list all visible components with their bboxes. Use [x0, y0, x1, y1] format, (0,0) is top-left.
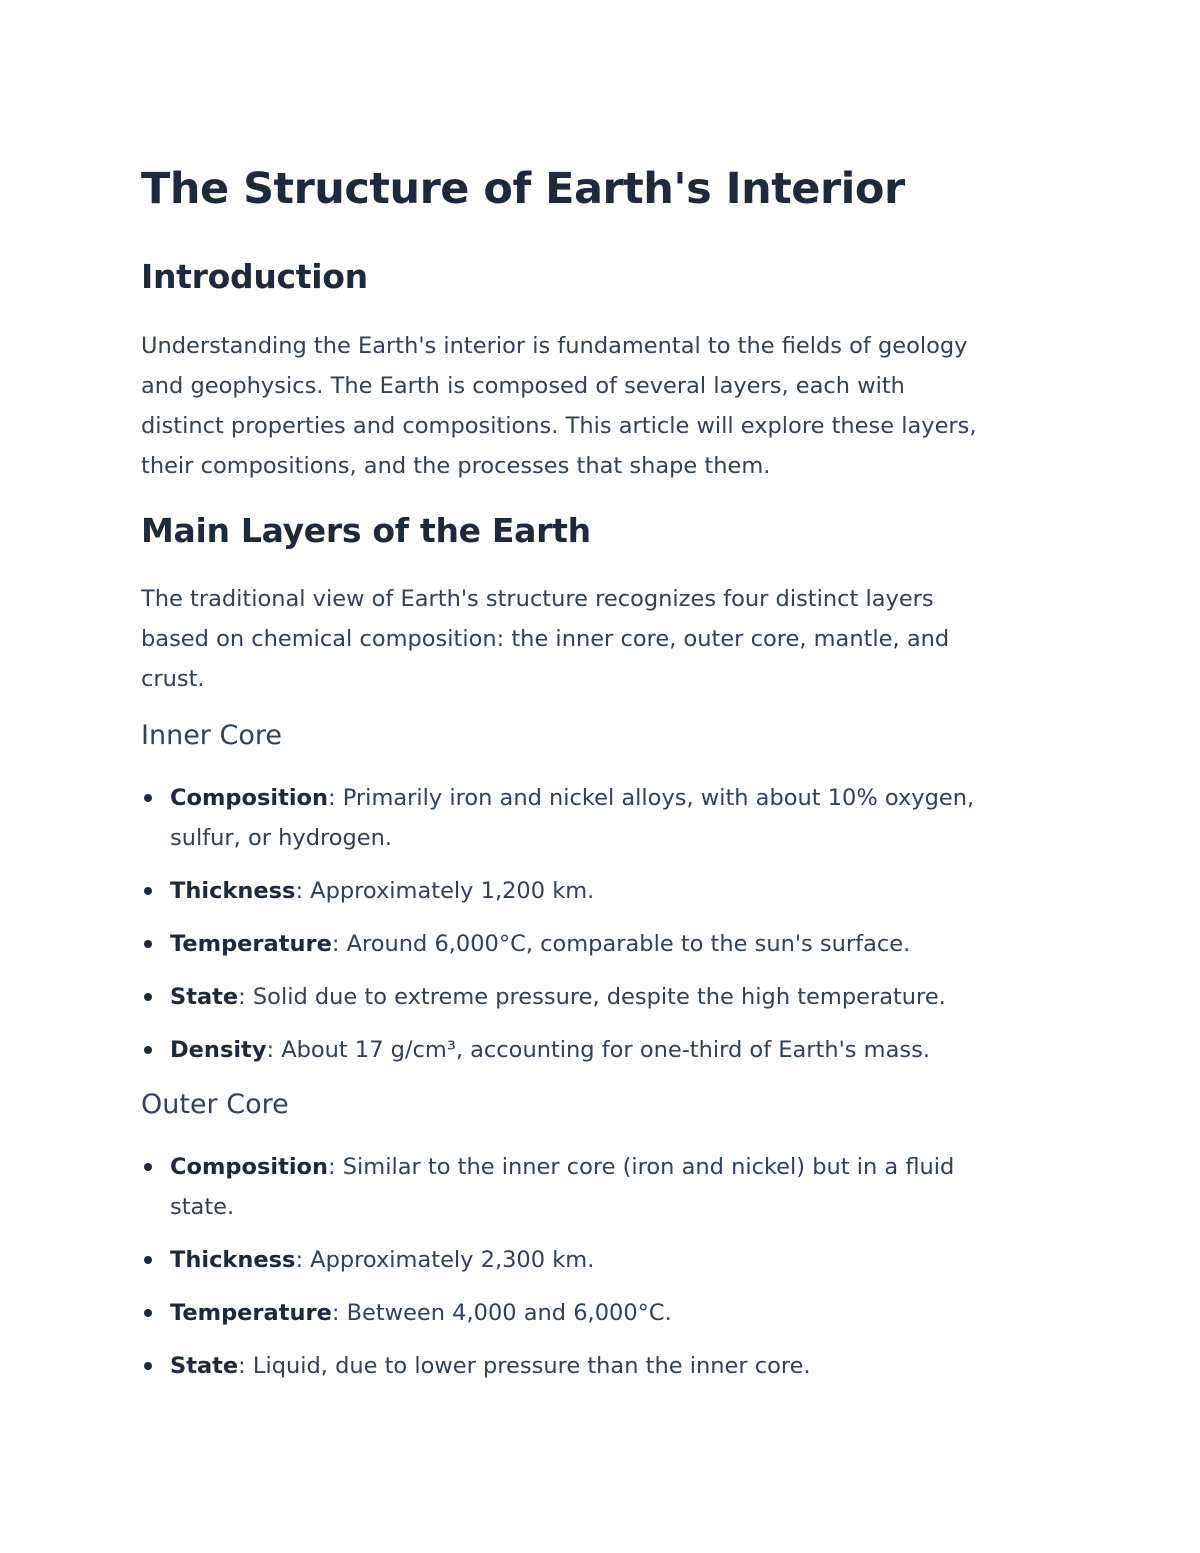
list-item-line: [170, 924, 1061, 964]
list-item: [141, 1147, 1061, 1227]
bullet-icon: [144, 794, 152, 802]
list-item-line: [170, 1030, 1061, 1070]
list-item-line: [170, 1240, 1061, 1280]
bullet-icon: [144, 1256, 152, 1264]
page-title: The Structure of Earth's Interior: [141, 164, 905, 214]
item-label: Thickness: [170, 1247, 296, 1273]
paragraph-line: The traditional view of Earth's structure recognizes four distinct layers: [141, 586, 934, 612]
bullet-icon: [144, 1362, 152, 1370]
item-text: : Solid due to extreme pressure, despite the high temperature.: [238, 984, 946, 1010]
item-text: : Approximately 1,200 km.: [295, 878, 595, 904]
list-item: [141, 1240, 1061, 1280]
inner-core-list: [141, 778, 1061, 1083]
bullet-icon: [144, 887, 152, 895]
list-item-line: sulfur, or hydrogen.: [170, 825, 393, 851]
paragraph-line: their compositions, and the processes that shape them.: [141, 453, 771, 479]
list-item: [141, 924, 1061, 964]
bullet-icon: [144, 1309, 152, 1317]
item-text: : Around 6,000°C, comparable to the sun's surface.: [331, 931, 911, 957]
list-item: [141, 778, 1061, 858]
item-text: : About 17 g/cm³, accounting for one-third of Earth's mass.: [266, 1037, 930, 1063]
main-layers-heading: Main Layers of the Earth: [141, 511, 591, 550]
list-item-line: [170, 871, 1061, 911]
item-label: Composition: [170, 785, 329, 811]
paragraph-line: Understanding the Earth's interior is fundamental to the fields of geology: [141, 333, 968, 359]
bullet-icon: [144, 993, 152, 1001]
bullet-icon: [144, 1163, 152, 1171]
list-item: [141, 871, 1061, 911]
item-text: : Primarily iron and nickel alloys, with about 10% oxygen,: [328, 785, 975, 811]
list-item-line: [170, 977, 1061, 1017]
paragraph-line: distinct properties and compositions. This article will explore these layers,: [141, 413, 977, 439]
list-item-line: [170, 1147, 1061, 1187]
list-item: [141, 1346, 1061, 1386]
list-item-line: [170, 1346, 1061, 1386]
introduction-heading: Introduction: [141, 257, 368, 296]
list-item: [141, 1293, 1061, 1333]
list-item-line: [170, 778, 1061, 818]
outer-core-list: [141, 1147, 1061, 1399]
outer-core-heading: Outer Core: [141, 1089, 289, 1120]
item-text: : Liquid, due to lower pressure than the inner core.: [238, 1353, 811, 1379]
paragraph-line: crust.: [141, 666, 205, 692]
list-item-line: state.: [170, 1194, 235, 1220]
item-label: Temperature: [170, 931, 332, 957]
item-text: : Approximately 2,300 km.: [295, 1247, 595, 1273]
item-label: Thickness: [170, 878, 296, 904]
list-item: [141, 1030, 1061, 1070]
paragraph-line: based on chemical composition: the inner core, outer core, mantle, and: [141, 626, 950, 652]
item-label: State: [170, 1353, 239, 1379]
item-label: State: [170, 984, 239, 1010]
item-text: : Between 4,000 and 6,000°C.: [331, 1300, 672, 1326]
item-label: Temperature: [170, 1300, 332, 1326]
list-item-line: [170, 1293, 1061, 1333]
list-item: [141, 977, 1061, 1017]
bullet-icon: [144, 1046, 152, 1054]
item-text: : Similar to the inner core (iron and nickel) but in a fluid: [328, 1154, 955, 1180]
paragraph-line: and geophysics. The Earth is composed of several layers, each with: [141, 373, 905, 399]
bullet-icon: [144, 940, 152, 948]
inner-core-heading: Inner Core: [141, 720, 282, 751]
item-label: Density: [170, 1037, 267, 1063]
introduction-paragraph: [141, 326, 1061, 486]
main-layers-paragraph: [141, 579, 1061, 699]
item-label: Composition: [170, 1154, 329, 1180]
